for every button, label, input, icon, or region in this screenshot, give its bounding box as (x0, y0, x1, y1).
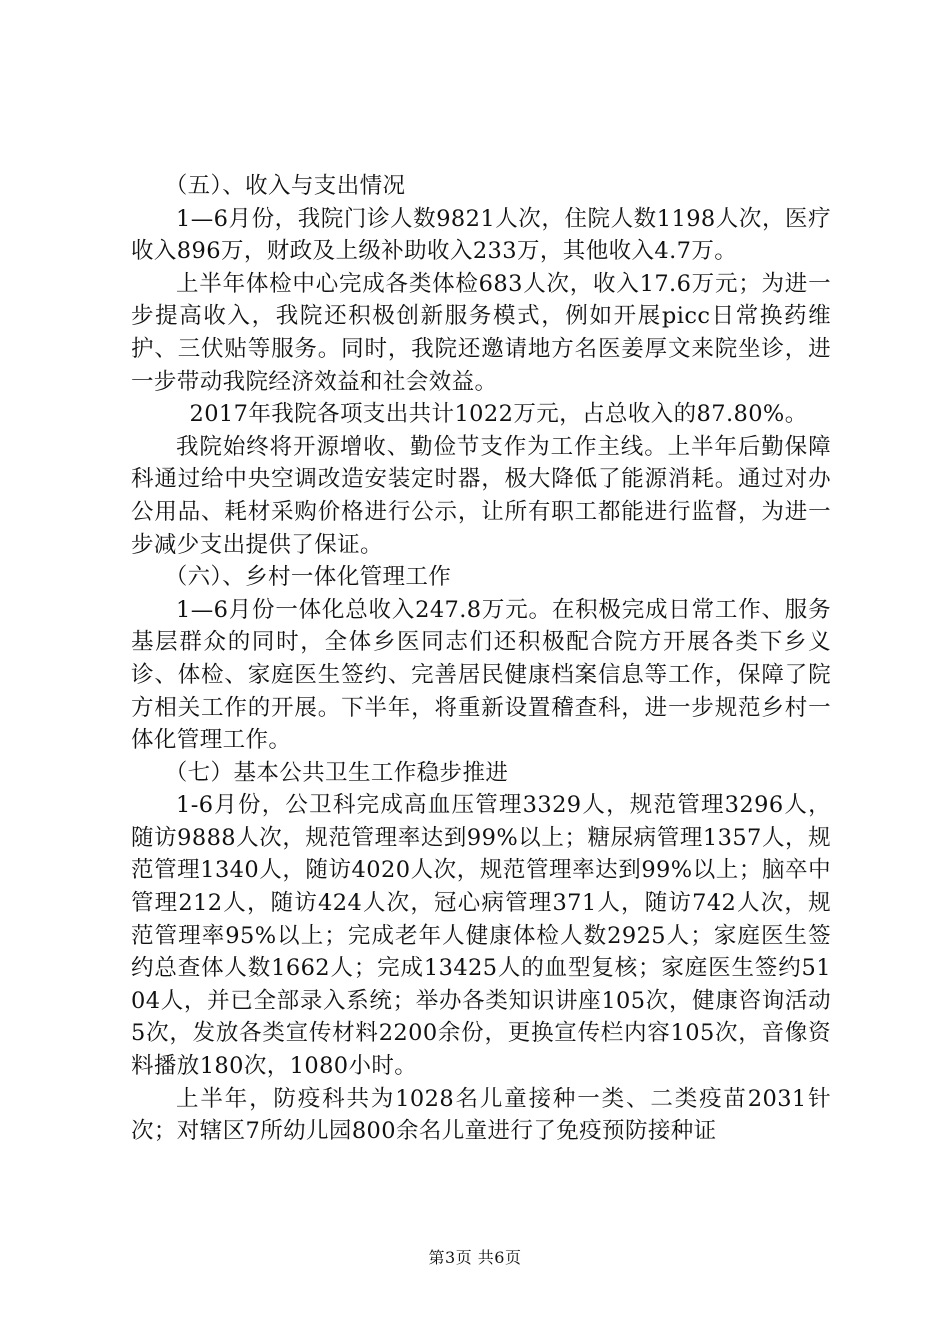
section-heading-public-health: （七）基本公共卫生工作稳步推进 (164, 759, 509, 786)
section-heading-income-expenditure: （五）、收入与支出情况 (164, 173, 406, 199)
section-heading-rural-integration: （六）、乡村一体化管理工作 (164, 564, 452, 591)
paragraph-rural-integration: 1—6月份一体化总收入247.8万元。在积极完成日常工作、服务基层群众的同时，全体乡医同志们还积极配合院方开展各类下乡义诊、体检、家庭医生签约、完善居民健康档案信息等工作，保障了院方相关工作的开展。下半年，将重新设置稽查科，进一步规范乡村一体化管理工作。 (131, 596, 831, 754)
paragraph-vaccination: 上半年，防疫科共为1028名儿童接种一类、二类疫苗2031针次；对辖区7所幼儿园800余名儿童进行了免疫预防接种证 (131, 1085, 831, 1145)
paragraph-expenditure-total: 2017年我院各项支出共计1022万元，占总收入的87.80%。 (189, 401, 808, 428)
page-number-footer: 第3页 共6页 (428, 1248, 522, 1267)
paragraph-outpatient-income: 1—6月份，我院门诊人数9821人次，住院人数1198人次，医疗收入896万，财政及上级补助收入233万，其他收入4.7万。 (131, 205, 831, 265)
paragraph-public-health-stats: 1-6月份，公卫科完成高血压管理3329人，规范管理3296人，随访9888人次，规范管理率达到99%以上；糖尿病管理1357人，规范管理1340人，随访4020人次，规范管理率达到99%以上；脑卒中管理212人，随访424人次，冠心病管理371人，随访742人次，规范管理率95%以上；完成老年人健康体检人数2925人；家庭医生签约总查体人数1662人；完成13425人的血型复核；家庭医生签约5104人，并已全部录入系统；举办各类知识讲座105次，健康咨询活动5次，发放各类宣传材料2200余份，更换宣传栏内容105次，音像资料播放180次，1080小时。 (131, 792, 831, 1080)
document-body (131, 170, 831, 1148)
paragraph-cost-saving: 我院始终将开源增收、勤俭节支作为工作主线。上半年后勤保障科通过给中央空调改造安装定时器，极大降低了能源消耗。通过对办公用品、耗材采购价格进行公示，让所有职工都能进行监督，为进一步减少支出提供了保证。 (131, 433, 831, 558)
paragraph-checkup-center: 上半年体检中心完成各类体检683人次，收入17.6万元；为进一步提高收入，我院还积极创新服务模式，例如开展picc日常换药维护、三伏贴等服务。同时，我院还邀请地方名医姜厚文来院坐诊，进一步带动我院经济效益和社会效益。 (131, 270, 831, 395)
